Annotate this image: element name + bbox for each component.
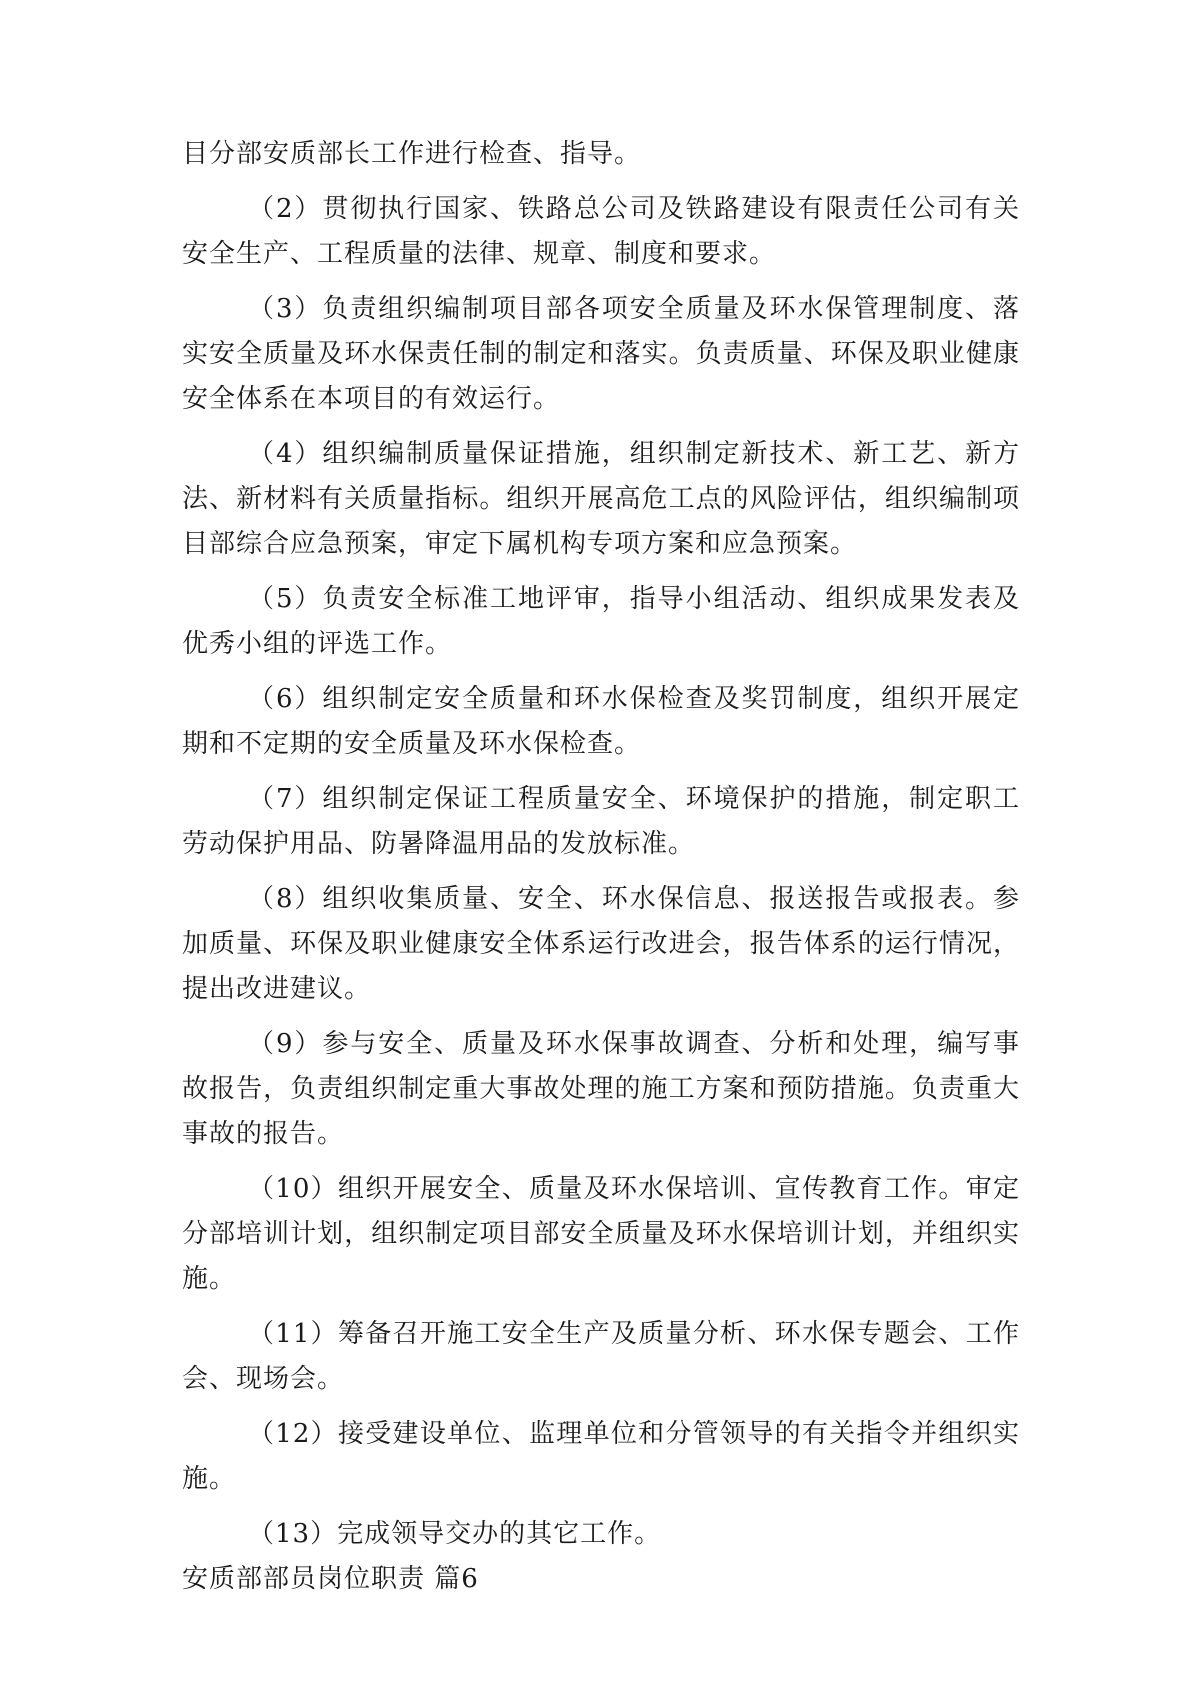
paragraph-item-3: （3）负责组织编制项目部各项安全质量及环水保管理制度、落实安全质量及环水保责任制的制定和落实。负责质量、环保及职业健康安全体系在本项目的有效运行。 [182,294,1020,414]
paragraph-item-2: （2）贯彻执行国家、铁路总公司及铁路建设有限责任公司有关安全生产、工程质量的法律、规章、制度和要求。 [182,194,1020,269]
paragraph-item-7: （7）组织制定保证工程质量安全、环境保护的措施，制定职工劳动保护用品、防暑降温用品的发放标准。 [182,784,1020,859]
paragraph-item-10: （10）组织开展安全、质量及环水保培训、宣传教育工作。审定分部培训计划，组织制定项目部安全质量及环水保培训计划，并组织实施。 [182,1174,1020,1294]
paragraph-item-4: （4）组织编制质量保证措施，组织制定新技术、新工艺、新方法、新材料有关质量指标。组织开展高危工点的风险评估，组织编制项目部综合应急预案，审定下属机构专项方案和应急预案。 [182,439,1020,559]
paragraph-item-8: （8）组织收集质量、安全、环水保信息、报送报告或报表。参加质量、环保及职业健康安全体系运行改进会，报告体系的运行情况，提出改进建议。 [182,884,1020,1004]
paragraph-item-9: （9）参与安全、质量及环水保事故调查、分析和处理，编写事故报告，负责组织制定重大事故处理的施工方案和预防措施。负责重大事故的报告。 [182,1029,1020,1149]
paragraph-item-12: （12）接受建设单位、监理单位和分管领导的有关指令并组织实施。 [182,1419,1020,1494]
paragraph-item-13: （13）完成领导交办的其它工作。 [248,1519,662,1549]
document-body [182,132,1020,1602]
section-heading: 安质部部员岗位职责 篇6 [182,1564,479,1594]
paragraph-item-11: （11）筹备召开施工安全生产及质量分析、环水保专题会、工作会、现场会。 [182,1319,1020,1394]
paragraph-continuation: 目分部安质部长工作进行检查、指导。 [182,139,642,169]
paragraph-item-5: （5）负责安全标准工地评审，指导小组活动、组织成果发表及优秀小组的评选工作。 [182,584,1020,659]
paragraph-item-6: （6）组织制定安全质量和环水保检查及奖罚制度，组织开展定期和不定期的安全质量及环水保检查。 [182,684,1020,759]
